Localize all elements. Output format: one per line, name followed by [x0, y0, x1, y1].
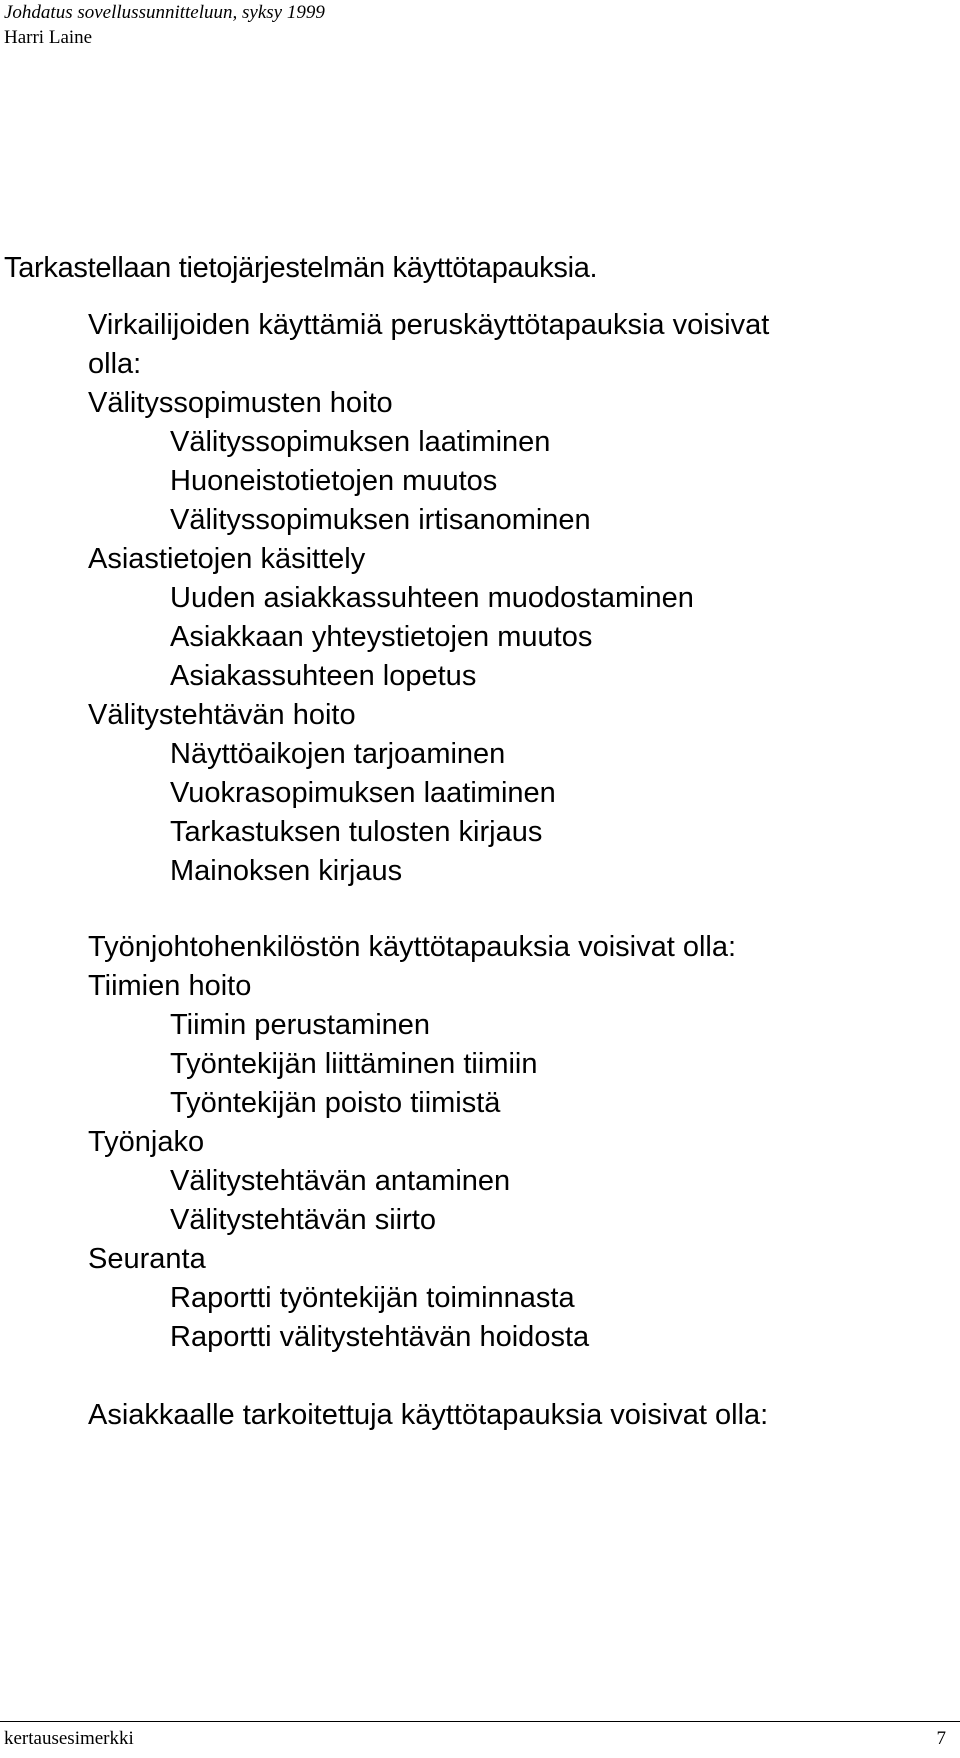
author-name: Harri Laine [4, 27, 93, 48]
list-item: Asiakassuhteen lopetus [170, 660, 477, 692]
list-item: Välityssopimuksen laatiminen [170, 426, 551, 458]
section-heading: Virkailijoiden käyttämiä peruskäyttötapauksia voisivat [88, 309, 770, 341]
group-title: Seuranta [88, 1243, 206, 1275]
list-item: Välityssopimuksen irtisanominen [170, 504, 591, 536]
list-item: Uuden asiakkassuhteen muodostaminen [170, 582, 694, 614]
list-item: Mainoksen kirjaus [170, 855, 403, 887]
group-title: Välityssopimusten hoito [88, 387, 393, 419]
page-footer [0, 1721, 960, 1758]
list-item: Tarkastuksen tulosten kirjaus [170, 816, 543, 848]
page-header [4, 0, 325, 50]
list-item: Tiimin perustaminen [170, 1009, 431, 1041]
list-item: Välitystehtävän antaminen [170, 1165, 511, 1197]
list-item: Näyttöaikojen tarjoaminen [170, 738, 506, 770]
section-heading-continued: olla: [88, 348, 142, 380]
group-title: Tiimien hoito [88, 970, 252, 1002]
group-title: Työnjako [88, 1126, 205, 1158]
list-item: Työntekijän liittäminen tiimiin [170, 1048, 538, 1080]
course-title: Johdatus sovellussunnitteluun, syksy 1999 [4, 2, 325, 23]
section-heading: Työnjohtohenkilöstön käyttötapauksia voisivat olla: [88, 931, 737, 963]
section-heading: Asiakkaalle tarkoitettuja käyttötapauksia voisivat olla: [88, 1399, 769, 1431]
list-item: Huoneistotietojen muutos [170, 465, 498, 497]
group-title: Välitystehtävän hoito [88, 699, 356, 731]
list-item: Työntekijän poisto tiimistä [170, 1087, 501, 1119]
group-title: Asiastietojen käsittely [88, 543, 366, 575]
intro-text: Tarkastellaan tietojärjestelmän käyttötapauksia. [4, 252, 598, 284]
page-number: 7 [936, 1728, 946, 1749]
list-item: Raportti välitystehtävän hoidosta [170, 1321, 590, 1353]
footer-label: kertausesimerkki [4, 1728, 134, 1749]
list-item: Raportti työntekijän toiminnasta [170, 1282, 575, 1314]
list-item: Vuokrasopimuksen laatiminen [170, 777, 556, 809]
list-item: Asiakkaan yhteystietojen muutos [170, 621, 593, 653]
list-item: Välitystehtävän siirto [170, 1204, 436, 1236]
